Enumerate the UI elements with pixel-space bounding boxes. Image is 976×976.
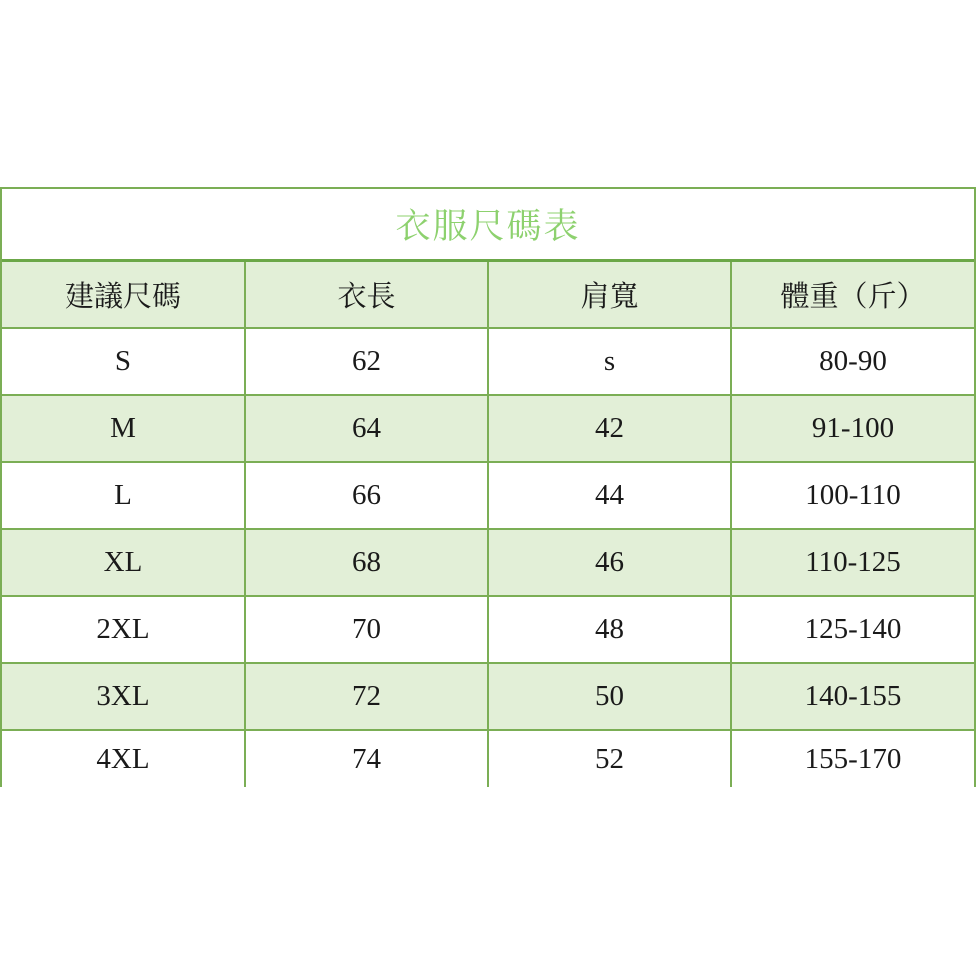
table-cell: 52 [488,730,731,787]
table-cell: 140-155 [731,663,974,730]
table-cell: 91-100 [731,395,974,462]
table-cell: 4XL [2,730,245,787]
table-cell: XL [2,529,245,596]
table-cell: 110-125 [731,529,974,596]
table-cell: 3XL [2,663,245,730]
table-cell: 50 [488,663,731,730]
table-cell: 125-140 [731,596,974,663]
header-row [2,262,974,328]
table-cell: 46 [488,529,731,596]
table-cell: 48 [488,596,731,663]
table-row [2,596,974,663]
table-cell: 42 [488,395,731,462]
size-table-body [2,328,974,787]
table-cell: 66 [245,462,488,529]
chart-title: 衣服尺碼表 [2,189,974,262]
table-row [2,395,974,462]
table-cell: 74 [245,730,488,787]
table-cell: 70 [245,596,488,663]
table-cell: 62 [245,328,488,395]
size-table [2,262,974,787]
table-cell: 44 [488,462,731,529]
table-cell: 68 [245,529,488,596]
table-cell: 64 [245,395,488,462]
table-row [2,730,974,787]
table-cell: M [2,395,245,462]
column-header-size: 建議尺碼 [2,262,245,328]
table-row [2,529,974,596]
table-row [2,663,974,730]
column-header-length: 衣長 [245,262,488,328]
column-header-weight: 體重（斤） [731,262,974,328]
table-cell: S [2,328,245,395]
table-cell: L [2,462,245,529]
table-cell: 155-170 [731,730,974,787]
size-chart-table [0,187,976,787]
table-row [2,328,974,395]
table-cell: s [488,328,731,395]
table-cell: 72 [245,663,488,730]
table-row [2,462,974,529]
table-cell: 100-110 [731,462,974,529]
table-cell: 80-90 [731,328,974,395]
column-header-shoulder: 肩寬 [488,262,731,328]
table-cell: 2XL [2,596,245,663]
